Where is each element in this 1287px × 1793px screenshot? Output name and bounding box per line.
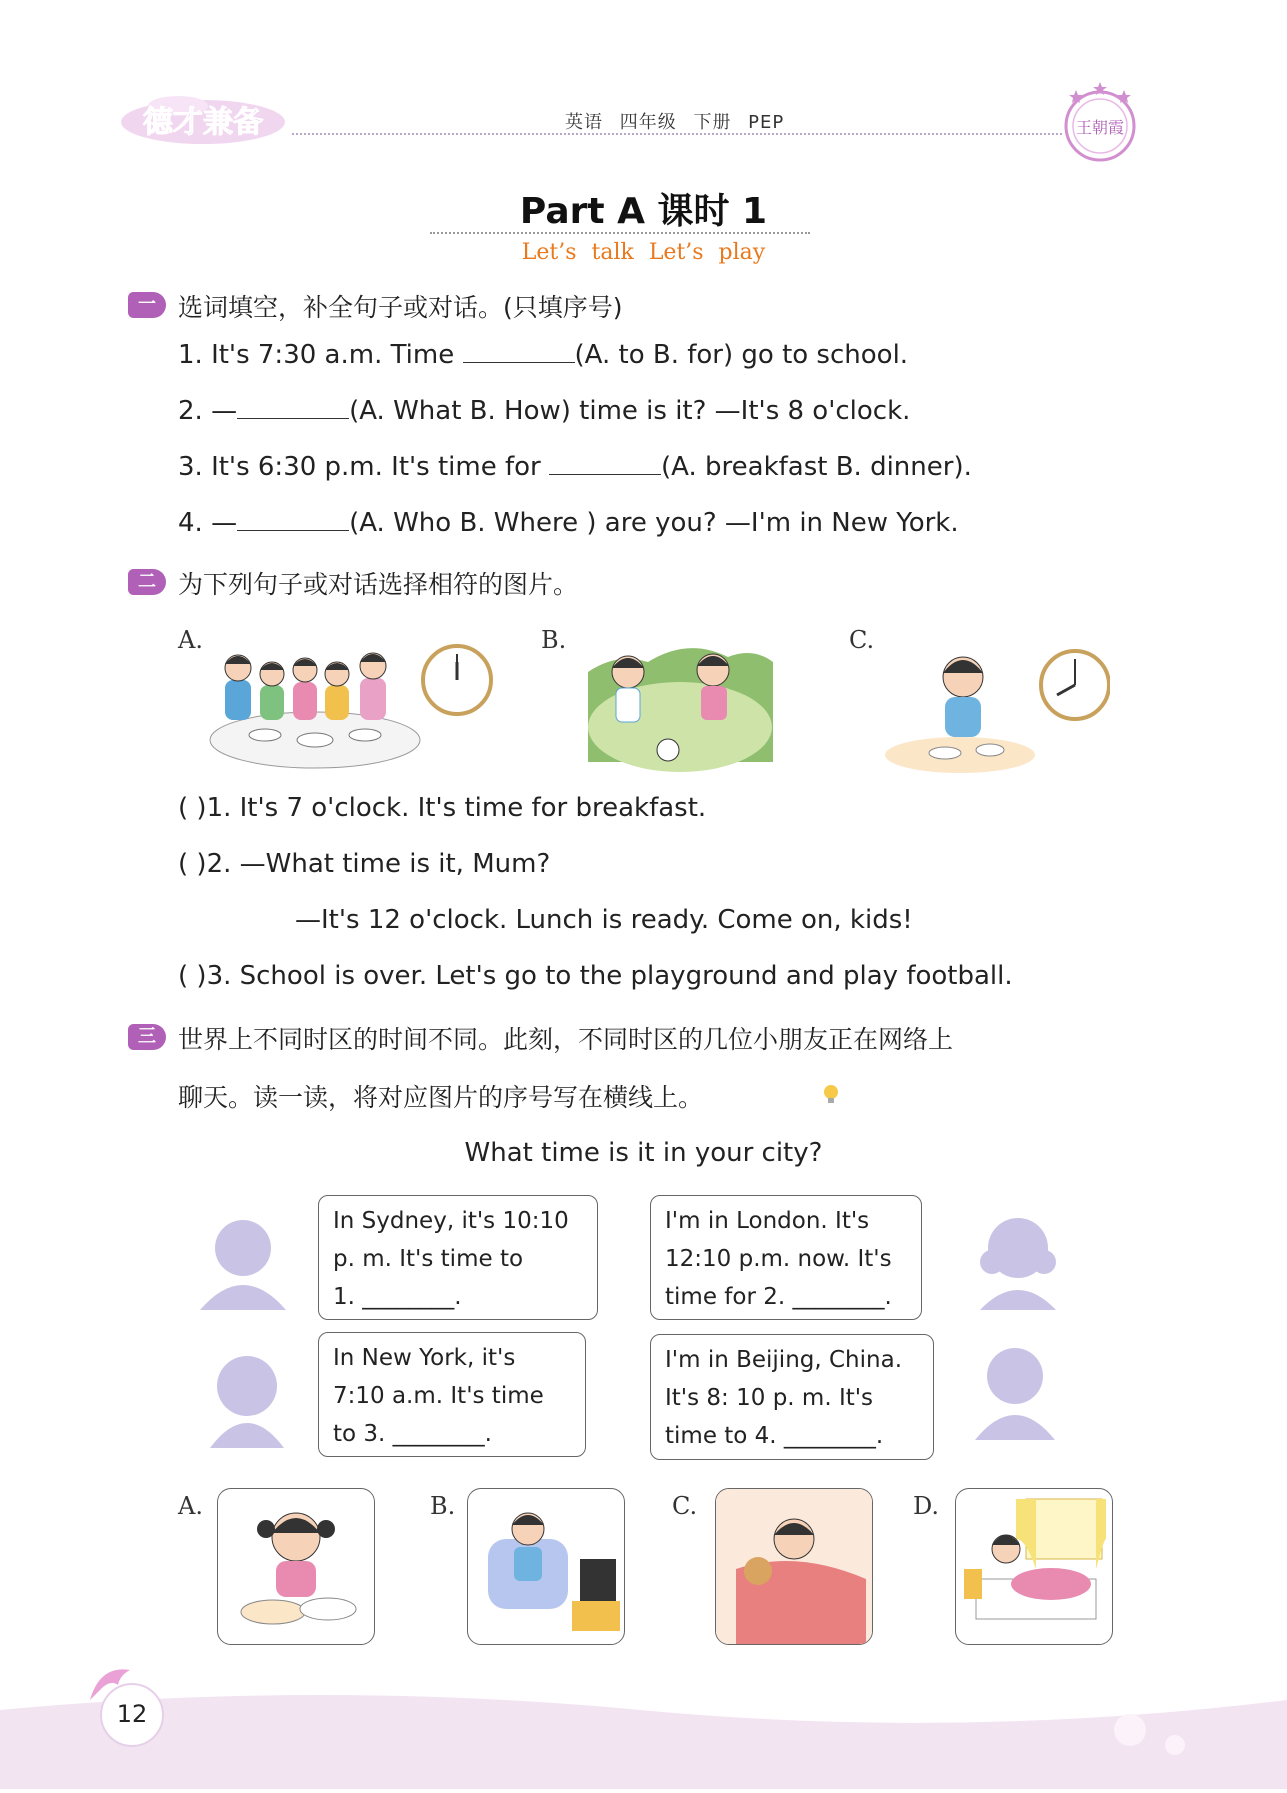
speech-bubble-sydney [318,1195,598,1320]
section-1-badge: 一 [128,292,166,318]
s2-item-2 [178,849,550,879]
bubble-text: In Sydney, it's 10:10 p. m. It's time to 1. ________. [333,1208,569,1310]
s3-label-a: A. [178,1492,203,1520]
child-silhouette-4 [970,1340,1060,1440]
s3-label-b: B. [430,1492,456,1520]
page-subtitle: Let’s talk Let’s play [521,240,766,265]
s1-question-3 [178,452,972,482]
boy-watching-tv-picture [467,1488,625,1645]
s3-question: What time is it in your city? [464,1138,823,1168]
s2-item-2-text: 2. —What time is it, Mum? [206,849,551,879]
s3-label-c: C. [672,1492,698,1520]
section-2-instruction: 为下列句子或对话选择相符的图片。 [178,570,579,599]
speech-bubble-beijing [650,1334,934,1460]
girl-eating-picture [217,1488,375,1645]
family-lunch-picture [205,640,495,770]
page-number: 12 [100,1683,164,1747]
child-silhouette-3 [205,1348,290,1448]
s1-q4-options: (A. Who B. Where ) are you? —I'm in New York. [349,508,959,538]
s1-question-4 [178,508,959,538]
bubble-text: In New York, it's 7:10 a.m. It's time to 3. ________. [333,1345,544,1447]
publisher-badge [1062,78,1138,166]
page-title: Part A 课时 1 [519,191,768,232]
s2-item-1-text: 1. It's 7 o'clock. It's time for breakfast. [206,793,707,823]
s1-q3-options: (A. breakfast B. dinner). [661,452,972,482]
s2-label-c: C. [849,626,875,654]
section-2-badge: 二 [128,569,166,595]
s1-question-2 [178,396,910,426]
s1-q1-options: (A. to B. for) go to school. [574,340,909,370]
badge-text: 王朝霞 [1075,118,1125,137]
s1-q3-text: 3. It's 6:30 p.m. It's time for [178,452,550,482]
footer-decoration [0,1680,1287,1789]
section-3-instruction-1: 世界上不同时区的时间不同。此刻，不同时区的几位小朋友正在网络上 [178,1025,954,1054]
s2-label-a: A. [178,626,203,654]
s1-q4-text: 4. — [178,508,238,538]
logo-text: 德才兼备 [143,105,263,140]
answer-bracket[interactable]: ( ) [178,961,207,991]
s1-q2-text: 2. — [178,396,238,426]
answer-bracket[interactable]: ( ) [178,849,207,879]
speech-bubble-london [650,1195,922,1320]
s1-q1-text: 1. It's 7:30 a.m. Time [178,340,463,370]
s2-item-3 [178,961,1013,991]
logo [118,92,288,146]
speech-bubble-newyork [318,1332,586,1457]
answer-bracket[interactable]: ( ) [178,793,207,823]
s2-item-2-reply-text: —It's 12 o'clock. Lunch is ready. Come on, kids! [295,905,913,935]
bubble-text: I'm in Beijing, China. It's 8: 10 p. m. It's time to 4. ________. [665,1347,903,1449]
lightbulb-icon [820,1083,842,1105]
s2-item-1 [178,793,706,823]
answer-blank[interactable] [237,508,349,531]
title-divider [430,232,810,234]
s1-q2-options: (A. What B. How) time is it? —It's 8 o'clock. [349,396,911,426]
section-3-instruction-2: 聊天。读一读，将对应图片的序号写在横线上。 [178,1083,704,1112]
s2-item-3-text: 3. School is over. Let's go to the playground and play football. [206,961,1013,991]
s1-question-1 [178,340,908,370]
s3-label-d: D. [913,1492,940,1520]
football-picture [588,632,773,772]
answer-blank[interactable] [463,340,575,363]
book-info: 英语 四年级 下册 PEP [565,112,785,133]
bubble-text: I'm in London. It's 12:10 p.m. now. It's time for 2. ________. [665,1208,892,1310]
s2-item-2-reply [295,905,913,935]
section-1-instruction: 选词填空，补全句子或对话。(只填序号) [178,293,623,322]
child-silhouette-2 [970,1210,1065,1310]
boy-sleeping-picture [715,1488,873,1645]
child-silhouette-1 [195,1210,290,1310]
answer-blank[interactable] [549,452,661,475]
section-3-badge: 三 [128,1024,166,1050]
header-divider [292,133,1062,135]
answer-blank[interactable] [237,396,349,419]
s2-label-b: B. [541,626,567,654]
girl-waking-picture [955,1488,1113,1645]
boy-breakfast-picture [885,645,1110,775]
